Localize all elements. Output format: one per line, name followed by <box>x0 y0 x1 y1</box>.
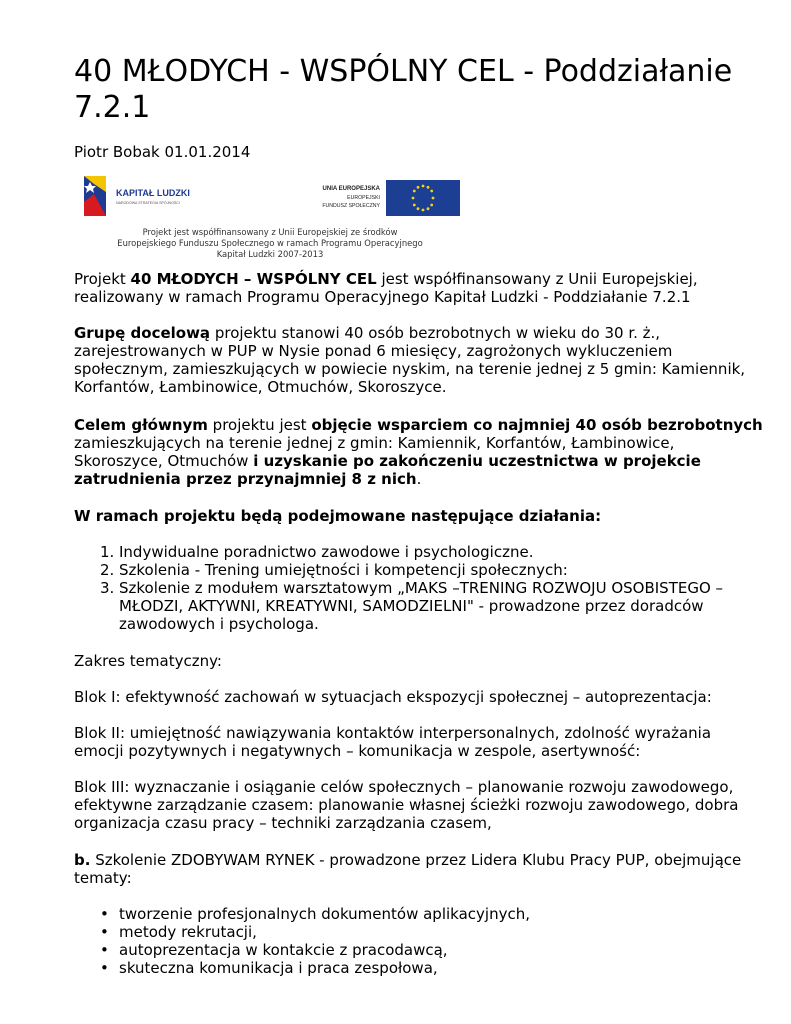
main-goal-label: Celem głównym <box>74 416 208 434</box>
funding-caption-line2: Europejskiego Funduszu Społecznego w ramach Programu Operacyjnego <box>117 238 423 248</box>
eu-line3: FUNDUSZ SPOŁECZNY <box>322 203 380 209</box>
list-item <box>74 941 764 959</box>
main-goal-paragraph <box>74 416 764 488</box>
funding-logos-svg <box>80 172 460 264</box>
list-item-text: metody rekrutacji, <box>119 923 257 941</box>
bullet-icon: • <box>100 959 109 977</box>
training-b-text: Szkolenie ZDOBYWAM RYNEK - prowadzone przez Lidera Klubu Pracy PUP, obejmujące tematy: <box>74 851 742 887</box>
training-b-paragraph <box>74 851 764 887</box>
activities-list <box>74 543 764 633</box>
intro-prefix: Projekt <box>74 270 131 288</box>
project-name: 40 MŁODYCH – WSPÓLNY CEL <box>130 270 377 288</box>
list-item-text: Szkolenie z modułem warsztatowym „MAKS –TRENING ROZWOJU OSOBISTEGO – MŁODZI, AKTYWNI, KREATYWNI, SAMODZIELNI" - prowadzone przez doradców zawodowych i psychologa. <box>119 579 724 633</box>
list-item <box>74 905 764 923</box>
main-goal-text1: projektu jest <box>207 416 312 434</box>
kapital-ludzki-logo <box>84 176 190 216</box>
list-item-text: autoprezentacja w kontakcie z pracodawcą, <box>119 941 448 959</box>
funding-caption-line1: Projekt jest współfinansowany z Unii Europejskiej ze środków <box>142 227 398 237</box>
list-number: 1. <box>100 543 115 561</box>
list-item <box>74 959 764 977</box>
kl-subtitle: NARODOWA STRATEGIA SPÓJNOŚCI <box>116 201 180 205</box>
topics-list <box>74 905 764 977</box>
block-3: Blok III: wyznaczanie i osiąganie celów społecznych – planowanie rozwoju zawodowego, efektywne zarządzanie czasem: planowanie własnej ścieżki rozwoju zawodowego, dobra organizacja czasu pracy – techniki zarządzania czasem, <box>74 778 739 832</box>
kl-name: KAPITAŁ LUDZKI <box>116 188 190 198</box>
training-b-label: b. <box>74 851 91 869</box>
bullet-icon: • <box>100 905 109 923</box>
list-item <box>74 923 764 941</box>
target-group-paragraph <box>74 324 764 396</box>
main-goal-text3: . <box>416 470 422 488</box>
list-item-text: Indywidualne poradnictwo zawodowe i psychologiczne. <box>119 543 534 561</box>
list-item <box>74 579 764 633</box>
project-intro-paragraph <box>74 270 764 306</box>
intro-suffix: jest współfinansowany z Unii Europejskiej, realizowany w ramach Programu Operacyjnego Kapitał Ludzki - Poddziałanie 7.2.1 <box>74 270 698 306</box>
target-group-text: projektu stanowi 40 osób bezrobotnych w wieku do 30 r. ż., zarejestrowanych w PUP w Nysie ponad 6 miesięcy, zagrożonych wykluczeniem społecznym, zamieszkujących w powiecie nyskim, na terenie jednej z 5 gmin: Kamiennik, Korfantów, Łambinowice, Otmuchów, Skoroszyce. <box>74 324 746 396</box>
bullet-icon: • <box>100 941 109 959</box>
list-item <box>74 561 764 579</box>
eu-logo <box>322 180 460 216</box>
funding-caption-line3: Kapitał Ludzki 2007-2013 <box>216 249 324 259</box>
main-goal-bold2: objęcie wsparciem co najmniej 40 osób bezrobotnych <box>311 416 763 434</box>
page-title: 40 MŁODYCH - WSPÓLNY CEL - Poddziałanie 7.2.1 <box>74 54 733 125</box>
list-item-text: skuteczna komunikacja i praca zespołowa, <box>119 959 438 977</box>
eu-line1: UNIA EUROPEJSKA <box>322 186 380 192</box>
main-goal-text2: zamieszkujących na terenie jednej z gmin: Kamiennik, Korfantów, Łambinowice, Skoroszyce, Otmuchów <box>74 434 675 470</box>
list-number: 2. <box>100 561 115 579</box>
list-number: 3. <box>100 579 115 597</box>
thematic-scope-label: Zakres tematyczny: <box>74 652 222 670</box>
list-item-text: Szkolenia - Trening umiejętności i kompetencji społecznych: <box>119 561 568 579</box>
author-date: Piotr Bobak 01.01.2014 <box>74 143 251 161</box>
block-2: Blok II: umiejętność nawiązywania kontaktów interpersonalnych, zdolność wyrażania emocji pozytywnych i negatywnych – komunikacja w zespole, asertywność: <box>74 724 712 760</box>
list-item-text: tworzenie profesjonalnych dokumentów aplikacyjnych, <box>119 905 530 923</box>
eu-line2: EUROPEJSKI <box>347 195 380 201</box>
target-group-label: Grupę docelową <box>74 324 211 342</box>
main-goal-bold3: i uzyskanie po zakończeniu uczestnictwa w projekcie zatrudnienia przez przynajmniej 8 z nich <box>74 452 701 488</box>
activities-heading: W ramach projektu będą podejmowane następujące działania: <box>74 507 602 525</box>
list-item <box>74 543 764 561</box>
eu-funding-logos <box>80 172 460 264</box>
block-1: Blok I: efektywność zachowań w sytuacjach ekspozycji społecznej – autoprezentacja: <box>74 688 712 706</box>
bullet-icon: • <box>100 923 109 941</box>
